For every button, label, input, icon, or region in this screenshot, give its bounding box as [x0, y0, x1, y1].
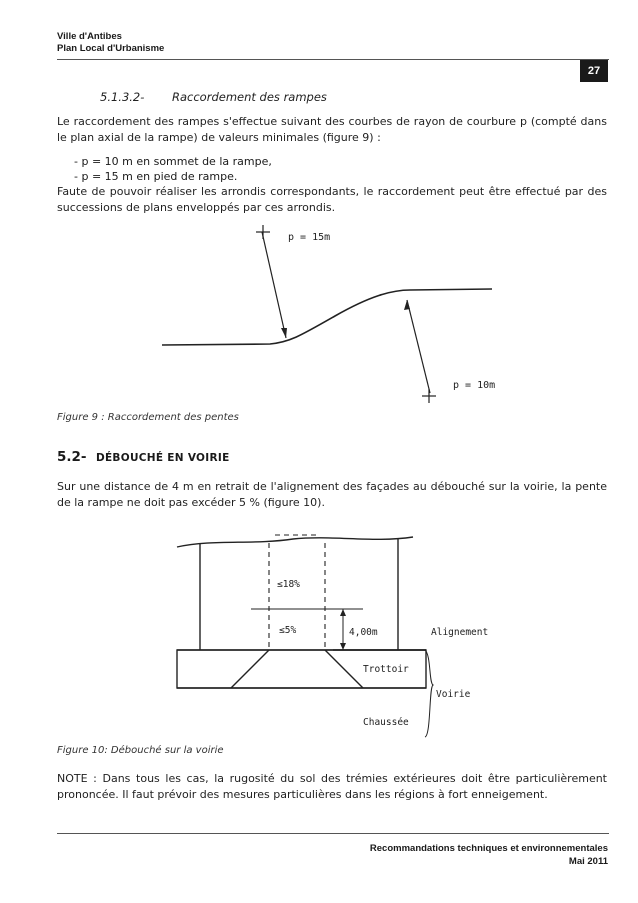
subsection-title: Raccordement des rampes — [172, 90, 327, 104]
section-heading — [57, 449, 230, 465]
label-voirie: Voirie — [436, 689, 471, 700]
label-4m: 4,00m — [349, 627, 378, 638]
label-alignement: Alignement — [431, 627, 489, 638]
figure-9-diagram — [160, 218, 505, 408]
header-plan: Plan Local d'Urbanisme — [57, 43, 165, 54]
subsection-heading — [100, 90, 327, 104]
list-item: - p = 15 m en pied de rampe. — [74, 170, 238, 183]
figure-10-caption: Figure 10: Débouché sur la voirie — [57, 745, 224, 756]
ramp-profile — [162, 289, 492, 345]
note-paragraph: NOTE : Dans tous les cas, la rugosité du sol des trémies extérieures doit être particulièrement prononcée. Il faut prévoir des mesures particulières dans les régions à fort enneigement. — [57, 772, 607, 801]
paragraph-debouche: Sur une distance de 4 m en retrait de l'alignement des façades au débouché sur la voirie, la pente de la rampe ne doit pas excéder 5 % (figure 10). — [57, 480, 607, 509]
label-p15: p = 15m — [288, 232, 331, 243]
section-title: DÉBOUCHÉ EN VOIRIE — [95, 452, 230, 464]
paragraph-intro: Le raccordement des rampes s'effectue suivant des courbes de rayon de courbure p (compté dans le plan axial de la rampe) de valeurs minimales (figure 9) : — [57, 115, 607, 144]
radius-line-top — [262, 232, 286, 338]
subsection-number: 5.1.3.2- — [100, 90, 145, 104]
label-18-percent: ≤18% — [277, 579, 300, 590]
label-p10: p = 10m — [453, 380, 496, 391]
label-5-percent: ≤5% — [279, 625, 297, 636]
paragraph-fallback: Faute de pouvoir réaliser les arrondis correspondants, le raccordement peut être effectué par des successions de plans enveloppés par ces arrondis. — [57, 185, 607, 214]
header-rule — [57, 59, 609, 60]
page-number: 27 — [580, 60, 608, 82]
radius-line-bottom — [407, 300, 430, 393]
list-item: - p = 10 m en sommet de la rampe, — [74, 155, 272, 168]
figure-9-caption: Figure 9 : Raccordement des pentes — [57, 412, 239, 423]
header-city: Ville d'Antibes — [57, 31, 122, 42]
footer-rule — [57, 833, 609, 834]
label-chaussee: Chaussée — [363, 717, 409, 728]
footer-date: Mai 2011 — [568, 856, 608, 867]
label-trottoir: Trottoir — [363, 664, 409, 675]
footer-title: Recommandations techniques et environnementales — [369, 843, 608, 854]
figure-10-diagram — [173, 525, 493, 740]
section-number: 5.2- — [57, 449, 87, 465]
